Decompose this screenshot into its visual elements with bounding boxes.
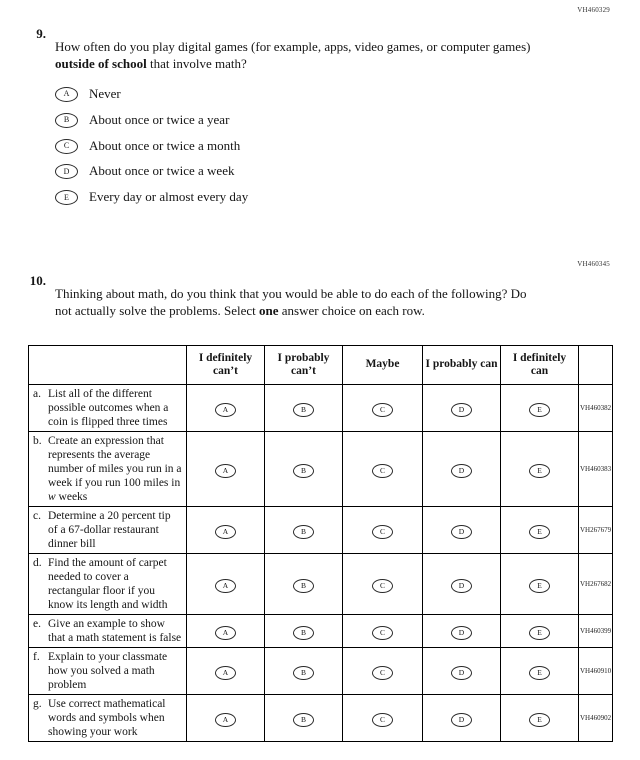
answer-bubble-C[interactable]: C [372,579,393,593]
q9-option-once-twice-year[interactable] [55,112,560,129]
q10-row-b [29,432,613,507]
question-10 [0,273,640,333]
question-10-number: 10. [29,273,46,289]
q10-header-row [29,346,613,385]
row-text-end: weeks [55,491,88,504]
answer-bubble-E[interactable]: E [529,464,550,478]
row-text: Use correct mathematical words and symbols when showing your work [48,698,166,739]
answer-bubble-B[interactable]: B [293,525,314,539]
option-label: About once or twice a week [89,163,235,179]
q10-col-definitely-can: I definitely can [501,346,579,385]
row-text: List all of the different possible outcomes when a coin is flipped three times [48,388,169,429]
option-label: About once or twice a month [89,137,241,153]
question-9-number: 9. [36,26,46,41]
row-code: VH267682 [579,554,613,615]
row-letter: c. [33,510,41,523]
answer-bubble-C[interactable]: C [55,139,78,154]
question-9-text-bold: outside of school [55,55,147,71]
answer-bubble-E[interactable]: E [529,403,550,417]
row-label [33,387,183,429]
row-code: VH460910 [579,648,613,695]
answer-bubble-D[interactable]: D [55,164,78,179]
row-code: VH460383 [579,432,613,507]
question-9-text-start: How often do you play digital games (for example, apps, video games, or computer games) [55,39,531,54]
answer-bubble-D[interactable]: D [451,666,472,680]
q10-col-definitely-cant: I definitely can’t [187,346,265,385]
row-letter: e. [33,618,41,631]
row-letter: a. [33,388,41,401]
q9-option-never[interactable] [55,86,560,103]
row-text: Determine a 20 percent tip of a 67-dollar restaurant dinner bill [48,510,171,551]
q9-form-code: VH460329 [577,6,610,14]
answer-bubble-C[interactable]: C [372,403,393,417]
answer-bubble-B[interactable]: B [293,579,314,593]
q10-col-probably-can: I probably can [423,346,501,385]
question-10-text-bold: one [258,303,279,319]
q10-row-f [29,648,613,695]
answer-bubble-C[interactable]: C [372,713,393,727]
q10-col-maybe: Maybe [343,346,423,385]
option-label: Every day or almost every day [89,189,249,205]
row-text-italic: w [48,491,56,504]
answer-bubble-A[interactable]: A [55,87,78,102]
answer-bubble-C[interactable]: C [372,666,393,680]
answer-bubble-D[interactable]: D [451,525,472,539]
answer-bubble-A[interactable]: A [215,626,236,640]
row-label [33,434,183,504]
q9-option-every-day[interactable] [55,189,560,206]
answer-bubble-D[interactable]: D [451,403,472,417]
answer-bubble-E[interactable]: E [529,579,550,593]
answer-bubble-E[interactable]: E [55,190,78,205]
question-9-options [55,86,560,206]
row-text [48,434,183,504]
question-9 [0,0,640,215]
answer-bubble-A[interactable]: A [215,464,236,478]
answer-bubble-B[interactable]: B [293,464,314,478]
answer-bubble-D[interactable]: D [451,626,472,640]
q10-header-code-empty [579,346,613,385]
answer-bubble-C[interactable]: C [372,464,393,478]
answer-bubble-A[interactable]: A [215,525,236,539]
answer-bubble-A[interactable]: A [215,713,236,727]
answer-bubble-A[interactable]: A [215,403,236,417]
q9-option-once-twice-month[interactable] [55,138,560,155]
q10-form-code-wrap [0,253,640,271]
question-10-text-start: Thinking about math, do you think that you would be able to do each of the following? Do not actually solve the problems. Select [55,286,527,319]
question-9-text-end: that involve math? [146,55,247,71]
q10-row-d [29,554,613,615]
option-label: Never [89,85,121,101]
answer-bubble-C[interactable]: C [372,525,393,539]
q10-row-c [29,507,613,554]
row-label [33,697,183,739]
q9-option-once-twice-week[interactable] [55,163,560,180]
row-text-start: Create an expression that represents the average number of miles you run in a week if you run 100 miles in [48,435,182,490]
row-label [33,650,183,692]
answer-bubble-D[interactable]: D [451,713,472,727]
row-letter: b. [33,435,42,448]
q10-header-empty [29,346,187,385]
answer-bubble-A[interactable]: A [215,666,236,680]
q10-row-a [29,385,613,432]
answer-bubble-E[interactable]: E [529,525,550,539]
answer-bubble-D[interactable]: D [451,579,472,593]
row-label [33,617,183,645]
row-text: Explain to your classmate how you solved a math problem [48,651,168,692]
answer-bubble-A[interactable]: A [215,579,236,593]
row-label [33,509,183,551]
question-10-text-end: answer choice on each row. [278,303,425,319]
row-code: VH460382 [579,385,613,432]
row-code: VH267679 [579,507,613,554]
answer-bubble-B[interactable]: B [293,403,314,417]
row-text: Give an example to show that a math statement is false [48,618,182,645]
q10-row-g [29,695,613,742]
question-9-text [55,39,560,73]
q10-col-probably-cant: I probably can’t [265,346,343,385]
answer-bubble-B[interactable]: B [293,626,314,640]
q10-row-e [29,615,613,648]
row-letter: f. [33,651,40,664]
question-10-text [55,286,535,320]
row-letter: g. [33,698,42,711]
question-10-body [55,273,535,333]
answer-bubble-B[interactable]: B [293,666,314,680]
q10-answer-table [28,345,613,742]
answer-bubble-E[interactable]: E [529,713,550,727]
answer-bubble-B[interactable]: B [55,113,78,128]
row-letter: d. [33,557,42,570]
answer-bubble-B[interactable]: B [293,713,314,727]
answer-bubble-C[interactable]: C [372,626,393,640]
option-label: About once or twice a year [89,111,230,127]
row-text: Find the amount of carpet needed to cover a rectangular floor if you know its length and width [48,557,168,612]
answer-bubble-E[interactable]: E [529,666,550,680]
answer-bubble-E[interactable]: E [529,626,550,640]
question-9-body [55,26,560,215]
row-code: VH460902 [579,695,613,742]
answer-bubble-D[interactable]: D [451,464,472,478]
q10-form-code: VH460345 [577,260,610,269]
row-label [33,556,183,612]
row-code: VH460399 [579,615,613,648]
